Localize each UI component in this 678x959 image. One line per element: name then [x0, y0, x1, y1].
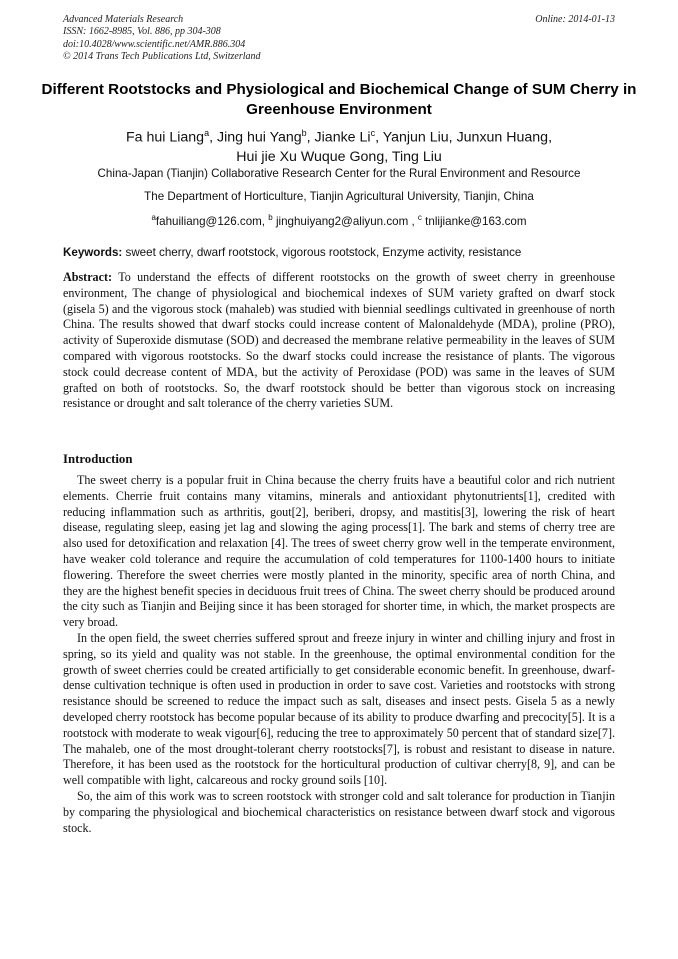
- abstract: [63, 270, 615, 412]
- email-link[interactable]: jinghuiyang2@aliyun.com ,: [275, 214, 415, 228]
- introduction-body: [63, 473, 615, 836]
- copyright-line: © 2014 Trans Tech Publications Ltd, Switzerland: [63, 50, 261, 62]
- paragraph: In the open field, the sweet cherries suffered sprout and freeze injury in winter and chilling injury and frost in spring, so its yield and quality was not stable. In the greenhouse, the optimal environmental condition for the growth of sweet cherries could be created artificially to get considerable economic benefit. In greenhouse, dwarf-dense cultivation technique is often used in production in order to save cost. Varieties and rootstocks with strong resistance should be screened to reduce the impact such as salt, diseases and insect pests. Gisela 5 as a newly developed cherry rootstock has become popular because of its ability to produce dwarfing and precocity[5]. It is a rootstock with moderate to weak vigour[6], reducing the tree to approximately 50 percent that of standard size[7]. The mahaleb, one of the most drought-tolerant cherry rootstocks[7], is robust and resistant to disease in nature. Therefore, it has been used as the rootstock for the horticultural production of cultivar cherry[8, 9], and can be well compatible with light, calcareous and rocky ground soils [10].: [63, 630, 615, 788]
- paper-title: Different Rootstocks and Physiological and Biochemical Change of SUM Cherry in Greenhouse Environment: [41, 81, 637, 118]
- author-superscript: b: [301, 128, 307, 138]
- keywords-label: Keywords:: [63, 246, 123, 259]
- section-heading-introduction: Introduction: [63, 452, 133, 466]
- author-name: Fa hui Liang: [125, 129, 205, 146]
- doi-link[interactable]: doi:10.4028/www.scientific.net/AMR.886.304: [63, 38, 246, 50]
- affiliation-1: China-Japan (Tianjin) Collaborative Research Center for the Rural Environment and Resource: [97, 167, 581, 180]
- author-superscript: c: [370, 128, 376, 138]
- email-link[interactable]: fahuiliang@126.com,: [155, 214, 266, 228]
- email-superscript: b: [268, 213, 273, 222]
- email-link[interactable]: tnlijianke@163.com: [425, 214, 527, 228]
- author-name: , Jianke Li: [306, 129, 371, 146]
- author-superscript: a: [204, 128, 210, 138]
- journal-name: Advanced Materials Research: [63, 14, 184, 25]
- keywords-text: sweet cherry, dwarf rootstock, vigorous rootstock, Enzyme activity, resistance: [125, 246, 522, 259]
- abstract-label: Abstract:: [63, 270, 113, 284]
- journal-header: [63, 14, 615, 63]
- author-list: [40, 124, 638, 167]
- paragraph: The sweet cherry is a popular fruit in China because the cherry fruits have a beautiful color and rich nutrient elements. Cherrie fruit contains many vitamins, minerals and antioxidant phytonutrients[1], credited with reducing inflammation such as arthritis, gout[2], beriberi, dropsy, and mastitis[3], lowering the risk of heart disease, regulating sleep, easing jet lag and slowing the aging process[1]. The bark and stems of cherry tree are also used for detoxification and relaxation [4]. The trees of sweet cherry grow well in the temperate environment, have weaker cold tolerance and require the accumulation of cold temperatures for 1100-1400 hours to initiate flowering. Therefore the sweet cherries were mostly planted in the minority, specific area of north China, and they are the highest benefit species in deciduous fruit trees of China. The sweet cherry should be produced around the city such as Tianjin and Beijing since it has been storaged for shorter time, in which, the market prospects are very broad.: [63, 473, 615, 630]
- email-superscript: a: [151, 213, 156, 222]
- affiliation-2: The Department of Horticulture, Tianjin Agricultural University, Tianjin, China: [144, 190, 534, 203]
- author-name: , Jing hui Yang: [209, 129, 302, 146]
- email-line: [40, 211, 638, 229]
- paragraph: So, the aim of this work was to screen rootstock with stronger cold and salt tolerance for production in Tianjin by comparing the physiological and biochemical characteristics on resistance between dwarf stock and vigorous stock.: [63, 788, 615, 835]
- abstract-text: To understand the effects of different rootstocks on the growth of sweet cherry in greenhouse environment, The change of physiological and biochemical indexes of SUM variety grafted on dwarf stock (gisela 5) and the vigorous stock (mahaleb) was studied with biennial seedlings cultivated in greenhouse of north China. The results showed that dwarf stocks could increase content of Malonaldehyde (MDA), proline (PRO), activity of Superoxide dismutase (SOD) and decreased the membrane relative permeability in the leaves of SUM compared with vigorous rootstocks. So the dwarf stocks could increase the resistance of plants. The vigorous stock could decrease content of MDA, but the activity of Peroxidase (POD) was same in the leaves of SUM grafted on both of rootstocks. So, the dwarf rootstock should be better than vigorous stock on increasing resistance or drought and salt tolerance of the cherry varieties SUM.: [63, 270, 615, 411]
- issn-line: ISSN: 1662-8985, Vol. 886, pp 304-308: [63, 26, 221, 38]
- author-line-1: [40, 124, 638, 148]
- online-date: Online: 2014-01-13: [535, 14, 615, 25]
- author-line-2: Hui jie Xu Wuque Gong, Ting Liu: [236, 148, 442, 165]
- author-names-rest: , Yanjun Liu, Junxun Huang,: [375, 129, 553, 146]
- keywords: [63, 246, 615, 260]
- email-superscript: c: [417, 213, 422, 222]
